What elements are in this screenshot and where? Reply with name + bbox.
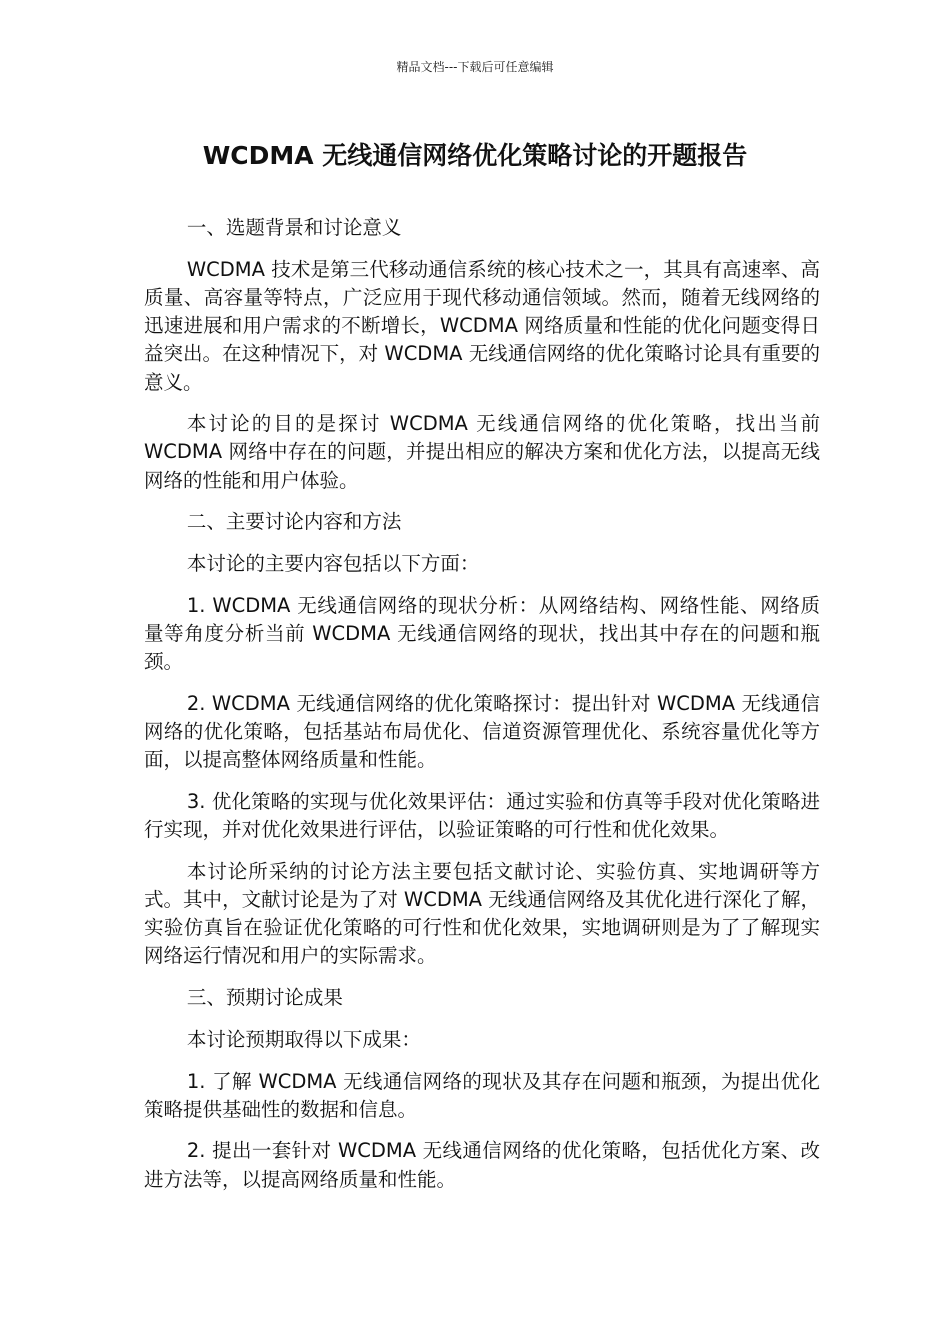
paragraph-content-intro: 本讨论的主要内容包括以下方面：	[186, 552, 480, 576]
paragraph-background: WCDMA 技术是第三代移动通信系统的核心技术之一，其具有高速率、高质量、高容量等特点，广泛应用于现代移动通信领域。然而，随着无线网络的迅速进展和用户需求的不断增长，WCDMA 网络质量和性能的优化问题变得日益突出。在这种情况下，对 WCDMA 无线通信网络的优化策略讨论具有重要的意义。	[144, 257, 820, 394]
list-item-result-2: 2. 提出一套针对 WCDMA 无线通信网络的优化策略，包括优化方案、改进方法等，以提高网络质量和性能。	[144, 1139, 820, 1191]
paragraph-results-intro: 本讨论预期取得以下成果：	[186, 1027, 421, 1051]
paragraph-methods: 本讨论所采纳的讨论方法主要包括文献讨论、实验仿真、实地调研等方式。其中，文献讨论是为了对 WCDMA 无线通信网络及其优化进行深化了解，实验仿真旨在验证优化策略的可行性和优化效果，实地调研则是为了了解现实网络运行情况和用户的实际需求。	[144, 859, 820, 968]
list-item-content-3: 3. 优化策略的实现与优化效果评估：通过实验和仿真等手段对优化策略进行实现，并对优化效果进行评估，以验证策略的可行性和优化效果。	[144, 789, 820, 842]
header-note: 精品文档---下载后可任意编辑	[396, 60, 554, 74]
section-heading-results: 三、预期讨论成果	[186, 986, 343, 1010]
section-heading-content: 二、主要讨论内容和方法	[186, 510, 402, 534]
list-item-content-2: 2. WCDMA 无线通信网络的优化策略探讨：提出针对 WCDMA 无线通信网络的优化策略，包括基站布局优化、信道资源管理优化、系统容量优化等方面，以提高整体网络质量和性能。	[144, 691, 820, 772]
paragraph-purpose: 本讨论的目的是探讨 WCDMA 无线通信网络的优化策略，找出当前 WCDMA 网络中存在的问题，并提出相应的解决方案和优化方法，以提高无线网络的性能和用户体验。	[144, 412, 820, 492]
list-item-result-1: 1. 了解 WCDMA 无线通信网络的现状及其存在问题和瓶颈，为提出优化策略提供基础性的数据和信息。	[144, 1069, 820, 1121]
document-body	[144, 214, 820, 1207]
list-item-content-1: 1. WCDMA 无线通信网络的现状分析：从网络结构、网络性能、网络质量等角度分析当前 WCDMA 无线通信网络的现状，找出其中存在的问题和瓶颈。	[144, 593, 820, 674]
section-heading-background: 一、选题背景和讨论意义	[186, 216, 402, 239]
document-title: WCDMA 无线通信网络优化策略讨论的开题报告	[202, 141, 748, 170]
